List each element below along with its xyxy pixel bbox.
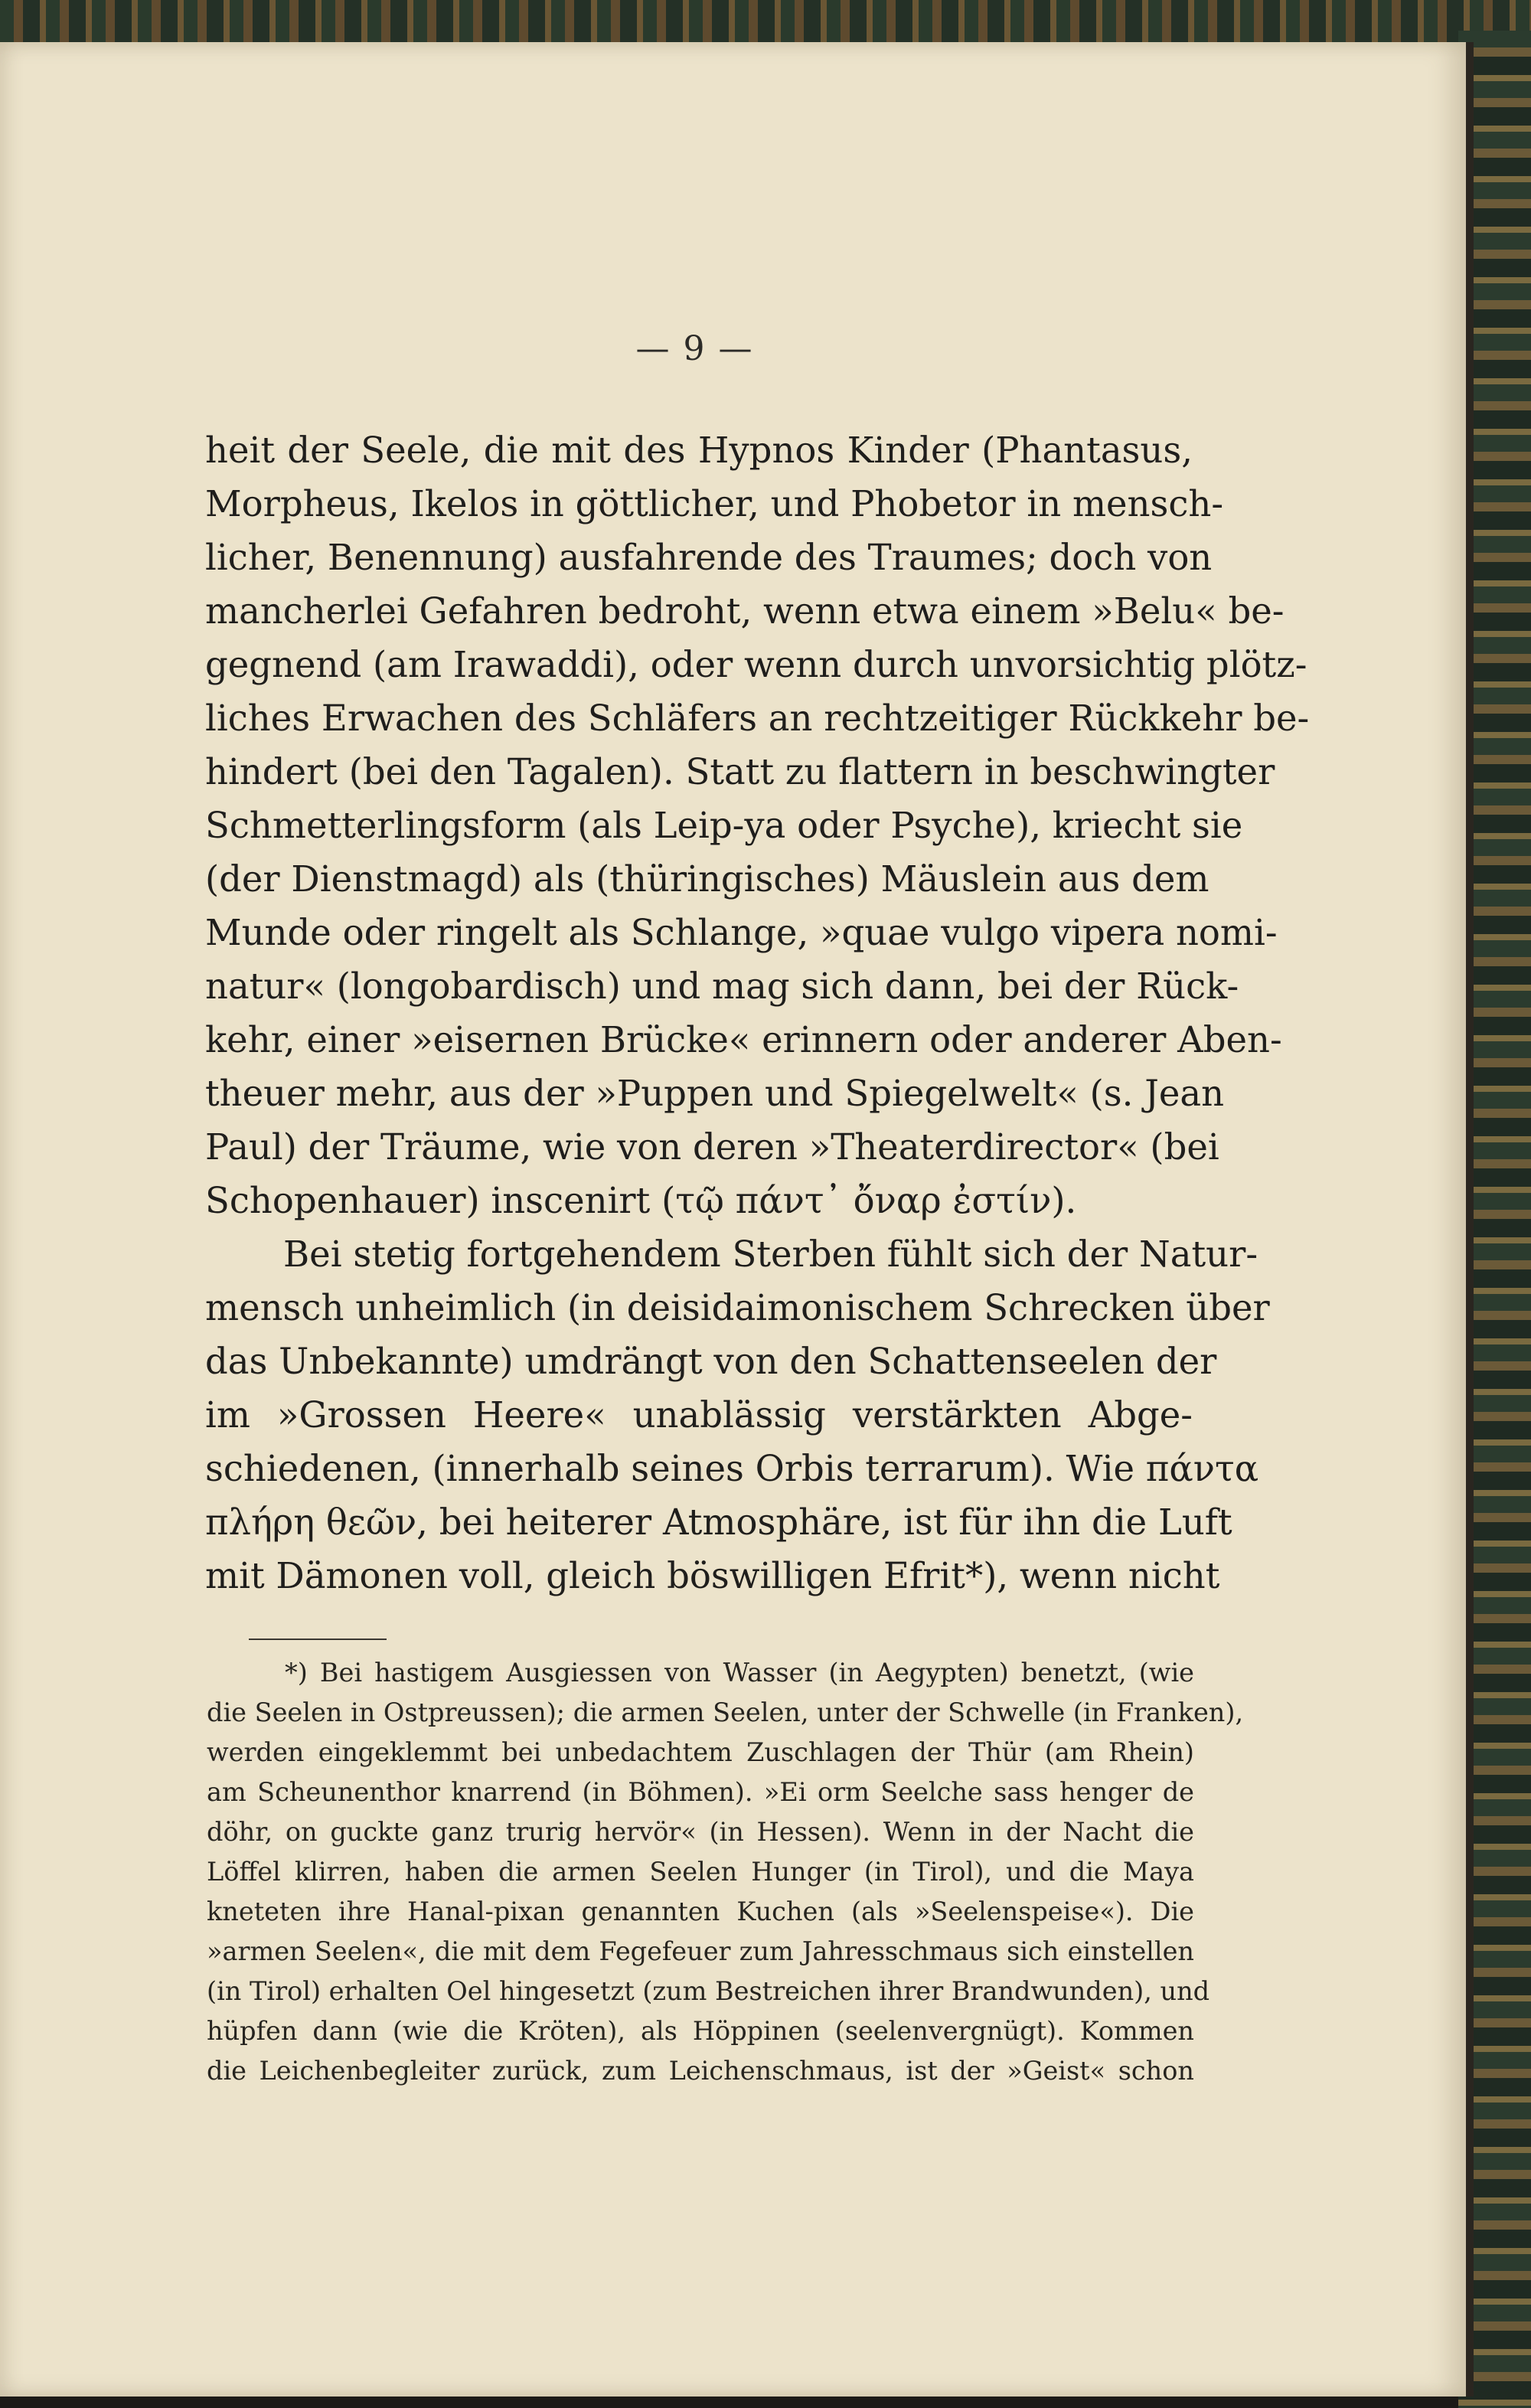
footnote-line: am Scheunenthor knarrend (in Böhmen). »Ei orm Seelche sass henger de: [207, 1777, 1194, 1807]
text-line: gegnend (am Irawaddi), oder wenn durch unvorsichtig plötz-: [205, 644, 1307, 685]
text-line: heit der Seele, die mit des Hypnos Kinder (Phantasus,: [205, 430, 1193, 471]
text-line: mancherlei Gefahren bedroht, wenn etwa einem »Belu« be-: [205, 590, 1285, 632]
footnote-line: »armen Seelen«, die mit dem Fegefeuer zum Jahresschmaus sich einstellen: [207, 1936, 1194, 1966]
footnote: [207, 1653, 1244, 2089]
text-line: das Unbekannte) umdrängt von den Schattenseelen der: [205, 1341, 1217, 1382]
footnote-line: die Leichenbegleiter zurück, zum Leichenschmaus, ist der »Geist« schon: [207, 2056, 1194, 2086]
footnote-line: Löffel klirren, haben die armen Seelen Hunger (in Tirol), und die Maya: [207, 1857, 1194, 1887]
text-line: (der Dienstmagd) als (thüringisches) Mäuslein aus dem: [205, 858, 1209, 900]
text-line: Schopenhauer) inscenirt (τῷ πάντ᾽ ὄναρ ἐστίν).: [205, 1180, 1077, 1221]
text-line: Munde oder ringelt als Schlange, »quae vulgo vipera nomi-: [205, 912, 1278, 953]
main-text: [205, 423, 1310, 1603]
footnote-separator: [249, 1639, 387, 1640]
footnote-line: (in Tirol) erhalten Oel hingesetzt (zum Bestreichen ihrer Brandwunden), und: [207, 1976, 1210, 2006]
footnote-line: die Seelen in Ostpreussen); die armen Seelen, unter der Schwelle (in Franken),: [207, 1697, 1244, 1727]
footnote-line: hüpfen dann (wie die Kröten), als Höppinen (seelenvergnügt). Kommen: [207, 2016, 1194, 2046]
book-page: [0, 42, 1474, 2397]
footnote-line: döhr, on guckte ganz trurig hervör« (in Hessen). Wenn in der Nacht die: [207, 1817, 1194, 1847]
footnote-line: kneteten ihre Hanal-pixan genannten Kuchen (als »Seelenspeise«). Die: [207, 1897, 1194, 1926]
text-line: natur« (longobardisch) und mag sich dann, bei der Rück-: [205, 965, 1239, 1007]
footnote-line: *) Bei hastigem Ausgiessen von Wasser (in Aegypten) benetzt, (wie: [285, 1658, 1194, 1688]
page-number: — 9 —: [635, 329, 754, 368]
text-line: im »Grossen Heere« unablässig verstärkten Abge-: [205, 1394, 1193, 1436]
footnote-line: werden eingeklemmt bei unbedachtem Zuschlagen der Thür (am Rhein): [207, 1737, 1194, 1767]
text-line: hindert (bei den Tagalen). Statt zu flattern in beschwingter: [205, 751, 1275, 792]
text-line: mensch unheimlich (in deisidaimonischem Schrecken über: [205, 1287, 1270, 1328]
text-line: Morpheus, Ikelos in göttlicher, und Phobetor in mensch-: [205, 483, 1224, 524]
text-line: πλήρη θεῶν, bei heiterer Atmosphäre, ist für ihn die Luft: [205, 1501, 1232, 1543]
text-line: schiedenen, (innerhalb seines Orbis terrarum). Wie πάντα: [205, 1448, 1259, 1489]
text-line: licher, Benennung) ausfahrende des Traumes; doch von: [205, 537, 1213, 578]
text-line: Schmetterlingsform (als Leip-ya oder Psyche), kriecht sie: [205, 805, 1243, 846]
text-line: mit Dämonen voll, gleich böswilligen Efrit*), wenn nicht: [205, 1555, 1220, 1596]
text-line: liches Erwachen des Schläfers an rechtzeitiger Rückkehr be-: [205, 698, 1310, 739]
paragraph-start-line: Bei stetig fortgehendem Sterben fühlt sich der Natur-: [283, 1233, 1258, 1275]
text-line: Paul) der Träume, wie von deren »Theaterdirector« (bei: [205, 1126, 1219, 1168]
text-line: kehr, einer »eisernen Brücke« erinnern oder anderer Aben-: [205, 1019, 1282, 1060]
text-line: theuer mehr, aus der »Puppen und Spiegelwelt« (s. Jean: [205, 1073, 1225, 1114]
